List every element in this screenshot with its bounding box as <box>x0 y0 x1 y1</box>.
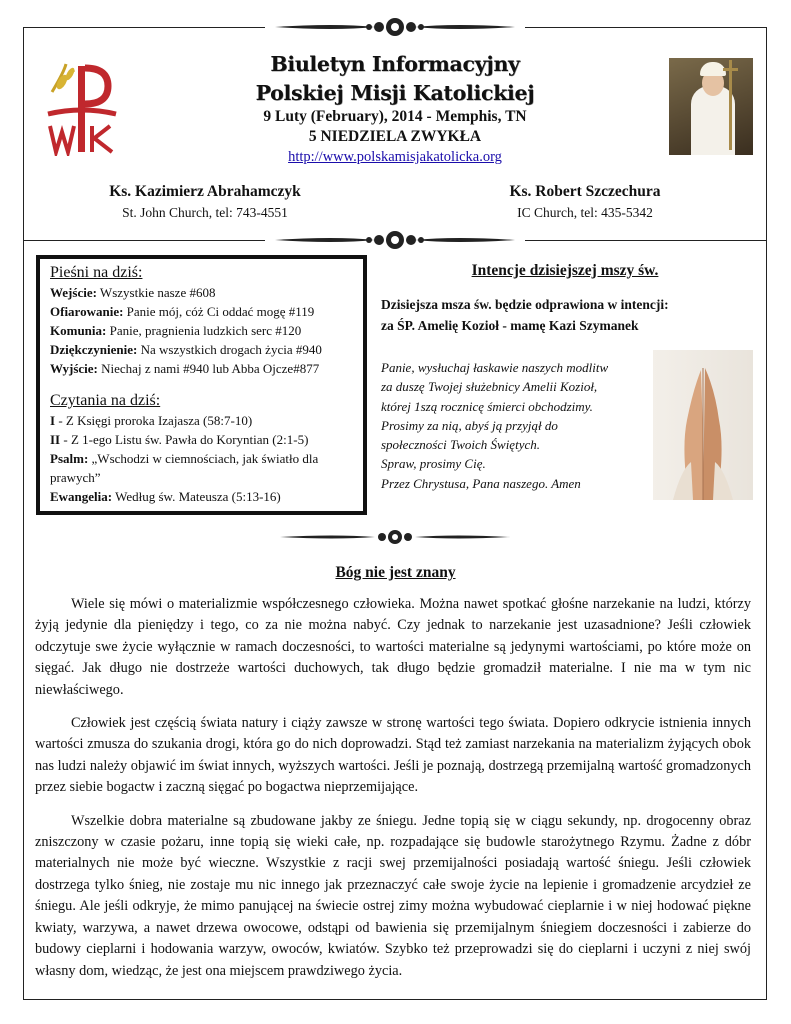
article-paragraph: Wiele się mówi o materializmie współczesnego człowieka. Można nawet spotkać głośne narzekanie na ludzi, którzy żyją jedynie dla pieniędzy i tego, co za nie można nabyć. Czy jednak to narzekanie jest uzasadnione? Jeśli człowiek odczytuje swe życie wyłącznie w ramach doczesności, to wartości materialne są jedynymi wartościami, po które może on sięgać. Jak długo nie dostrzeże wartości duchowych, tak długo będzie gromadził materialne. I nie ma w tym nic niewłaściwego. <box>35 596 751 698</box>
pope-john-paul-photo <box>669 58 753 155</box>
list-item: II - Z 1-ego Listu św. Pawła do Koryntian (2:1-5) <box>50 432 309 447</box>
songs-readings-box <box>36 255 367 515</box>
intention-text: Dzisiejsza msza św. będzie odprawiona w intencji: za ŚP. Amelię Kozioł - mamę Kazi Szymanek <box>381 297 669 333</box>
section-ornament-icon <box>275 525 515 549</box>
praying-hands-photo <box>653 350 753 500</box>
songs-heading: Pieśni na dziś: <box>50 264 143 281</box>
bulletin-title: Biuletyn Informacyjny <box>270 52 520 76</box>
list-item: Ofiarowanie: Panie mój, cóż Ci oddać mogę #119 <box>50 304 315 319</box>
songs-list <box>50 283 355 378</box>
list-item: Wyjście: Niechaj z nami #940 lub Abba Ojcze#877 <box>50 361 320 376</box>
list-item: Psalm: „Wschodzi w ciemnościach, jak światło dla prawych” <box>50 451 319 485</box>
list-item: Ewangelia: Według św. Mateusza (5:13-16) <box>50 489 281 504</box>
list-item: Komunia: Panie, pragnienia ludzkich serc #120 <box>50 323 302 338</box>
intention-heading: Intencje dzisiejszej mszy św. <box>471 262 659 279</box>
article-body <box>35 594 751 994</box>
bulletin-subtitle: Polskiej Misji Katolickiej <box>255 81 535 105</box>
article-paragraph: Wszelkie dobra materialne są zbudowane jakby ze śniegu. Jedne topią się w ciągu sekundy, np. drogocenny obraz zniszczony w czasie pożaru, inne topią się wieki całe, np. rozpadające się budowle starożytnego Rzymu. Żadne z dóbr materialnych nie może być wieczne. Wszystkie z racji swej przemijalności posiadają wartość śniegu. Jeśli człowiek dostrzega tylko śnieg, nie zostaje mu nic innego jak przeznaczyć całe swoje życie na lepienie i gromadzenie arcydzieł ze śniegu. Ale jeśli odkryje, że mimo panującej na świecie ostrej zimy można wybudować cieplarnie i w niej hodować piękne kwiaty, warzywa, a nawet drzewa owocowe, odstąpi od bawienia się przemijalnym śniegiem doczesności i zabierze do budowy cieplarni i hodowania warzyw, owoców, kwiatów. Szybko też przeprowadzi się do cieplarni i uczyni z niej swój własny dom, wiedząc, że jest ona miejscem prawdziwego życia. <box>35 812 751 979</box>
priest-church: St. John Church, tel: 743-4551 <box>122 205 288 220</box>
list-item: Wejście: Wszystkie nasze #608 <box>50 285 216 300</box>
sunday-name: 5 NIEDZIELA ZWYKŁA <box>308 128 482 145</box>
article-title: Bóg nie jest znany <box>335 564 456 581</box>
chi-rho-mk-logo-icon <box>44 62 120 156</box>
date-line: 9 Luty (February), 2014 - Memphis, TN <box>263 108 527 125</box>
priest-1 <box>60 183 350 221</box>
readings-heading: Czytania na dziś: <box>50 392 161 409</box>
readings-list <box>50 411 355 506</box>
priest-name: Ks. Robert Szczechura <box>509 183 661 200</box>
website-link[interactable]: http://www.polskamisjakatolicka.org <box>288 149 502 165</box>
intention-prayer: Panie, wysłuchaj łaskawie naszych modlitw za duszę Twojej służebnicy Amelii Kozioł, której 1szą rocznicę śmierci obchodzimy. Prosimy za nią, abyś ją przyjął do społeczności Twoich Świętych. Spraw, prosimy Cię. Przez Chrystusa, Pana naszego. Amen <box>381 360 609 491</box>
priest-2 <box>440 183 730 221</box>
middle-ornament-icon <box>265 226 525 254</box>
article-paragraph: Człowiek jest częścią świata natury i ciąży zawsze w stronę wartości tego świata. Dopiero odkrycie istnienia innych wartości zmusza do szukania drogi, która go do nich doprowadzi. Stąd też zamiast narzekania na materializm żyjących obok nas ludzi należy objawić im świat innych, wyższych wartości. Jeśli je poznają, dostrzegą przemijalną wartość gromadzonych przez siebie bogactw i zaczną sięgać po bogactwa nieprzemijające. <box>35 715 751 796</box>
top-ornament-icon <box>265 13 525 41</box>
priest-church: IC Church, tel: 435-5342 <box>517 205 653 220</box>
list-item: Dziękczynienie: Na wszystkich drogach życia #940 <box>50 342 322 357</box>
list-item: I - Z Księgi proroka Izajasza (58:7-10) <box>50 413 253 428</box>
priest-name: Ks. Kazimierz Abrahamczyk <box>109 183 301 200</box>
